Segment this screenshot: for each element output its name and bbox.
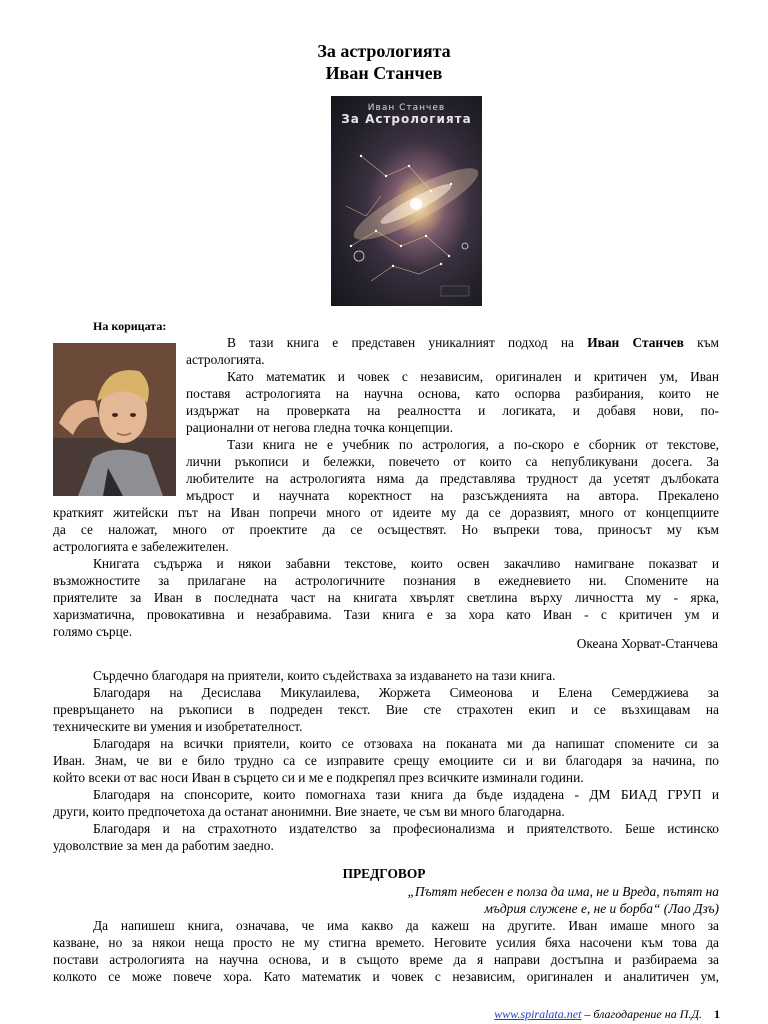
thanks-line-10: Благодаря и на страхотното издателство за професионализма и приятелството. Беше истинско: [93, 821, 719, 836]
thanks-line-6: Иван. Знам, че ви е било трудно са се изправите срещу емоциите си и ви благодаря за начина, по: [53, 753, 719, 768]
preface-heading: ПРЕДГОВОР: [342, 866, 426, 881]
cover-label: На корицата:: [93, 319, 167, 333]
intro-line-5: издържат на проверката на реалността и логиката, и добавя нови, по-: [186, 403, 719, 418]
signature: Океана Хорват-Станчева: [576, 636, 718, 651]
intro-line-16: приятелите за Иван в последната част на книгата хвърлят светлина върху личността му - ярка,: [53, 590, 719, 605]
thanks-line-7: който всеки от вас носи Иван в сърцето си и ме е подкрепял през всичките изминали години.: [53, 770, 584, 785]
intro-line-15: възможностите за прилагане на астрологичните познания в ежедневието ни. Спомените на: [53, 573, 719, 588]
intro-line-3: Като математик и човек с независим, оригинален и критичен ум, Иван: [227, 369, 719, 384]
preface-line-3: постави астрологията на научна основа, и в същото време да я направи достъпна и разбираема за: [53, 952, 719, 967]
intro-line-7: Тази книга не е учебник по астрология, а по-скоро е сборник от текстове,: [227, 437, 719, 452]
thanks-line-2: Благодаря на Десислава Микулаилева, Жоржета Симеонова и Елена Семерджиева за: [93, 685, 719, 700]
intro-line-13: астрологията е забележителен.: [53, 539, 229, 554]
book-cover-image: [331, 96, 482, 306]
page-footer: [494, 1007, 720, 1022]
intro-line-9: любителите на астрологията няма да представлява трудност да усетят дълбоката: [186, 471, 719, 486]
thanks-line-9: други, които предпочетоха да останат анонимни. Вие знаете, че съм ви много благодарна.: [53, 804, 565, 819]
intro-line-11: краткият житейски път на Иван попречи много от идеите му да се доразвият, много от концепциите: [53, 505, 719, 520]
intro-line-12: да се наложат, много от проектите да се осъществят. Но въпреки това, приносът му към: [53, 522, 719, 537]
thanks-line-11: удоволствие за мен да работим заедно.: [53, 838, 274, 853]
thanks-line-5: Благодаря на всички приятели, които се отзоваха на поканата ми да напишат спомените си за: [93, 736, 719, 751]
preface-line-4: колкото се може повече хора. Като математик и човек с независим, оригинален и аналитичен ум,: [53, 969, 719, 984]
intro-line-8: лични ръкописи и бележки, повечето от които са непубликувани досега. За: [186, 454, 719, 469]
intro-line-18: голямо сърце.: [53, 624, 133, 639]
epigraph-line-1: „Пътят небесен е полза да има, не и Вреда, пътят на: [407, 884, 719, 899]
author-portrait: [53, 343, 176, 496]
thanks-line-4: техническите ви умения и изобретателност.: [53, 719, 303, 734]
thanks-line-8: Благодаря на спонсорите, които помогнаха тази книга да бъде издадена - ДМ БИАД ГРУП и: [93, 787, 719, 802]
epigraph-line-2: мъдрия служене е, не и борба“ (Лао Дзъ): [484, 901, 719, 916]
book-author: Иван Станчев: [325, 63, 443, 83]
thanks-line-1: Сърдечно благодаря на приятели, които съдействаха за издаването на тази книга.: [93, 668, 556, 683]
cover-author: Иван Станчев: [367, 103, 446, 113]
intro-line-6: рационални от негова гледна точка концепции.: [186, 420, 454, 435]
intro-text: към: [697, 335, 719, 350]
thanks-line-3: превръщането на ръкописи в подреден текст. Вие сте страхотен екип и се възхищавам на: [53, 702, 719, 717]
intro-text: В тази книга е представен уникалният подход на: [227, 335, 574, 350]
intro-line-14: Книгата съдържа и някои забавни текстове, които освен закачливо намигване показват и: [93, 556, 719, 571]
intro-line-1: [227, 334, 719, 351]
portrait-illustration: [53, 343, 176, 496]
galaxy-illustration: [331, 96, 482, 306]
preface-line-2: казване, но за някои неща просто не му стигна времето. Неговите усилия бяха насочени към това да: [53, 935, 719, 950]
intro-line-4: поставя астрологията на научна основа, като оспорва разбирания, които не: [186, 386, 719, 401]
intro-line-10: мъдрост и научната коректност на разсъжденията на автора. Прекалено: [186, 488, 719, 503]
book-title: За астрологията: [317, 41, 451, 61]
page-number: 1: [714, 1007, 720, 1021]
site-link[interactable]: www.spiralata.net: [494, 1007, 582, 1021]
footer-text: – благодарение на П.Д.: [581, 1007, 702, 1021]
intro-author-name: Иван Станчев: [587, 335, 684, 350]
cover-title: За Астрологията: [341, 112, 472, 126]
preface-line-1: Да напишеш книга, означава, че има какво да кажеш на другите. Иван имаше много за: [93, 918, 719, 933]
intro-line-2: астрологията.: [186, 352, 265, 367]
intro-line-17: харизматична, провокативна и незабравима. Тази книга е за хора като Иван - с критичен ум и: [53, 607, 719, 622]
